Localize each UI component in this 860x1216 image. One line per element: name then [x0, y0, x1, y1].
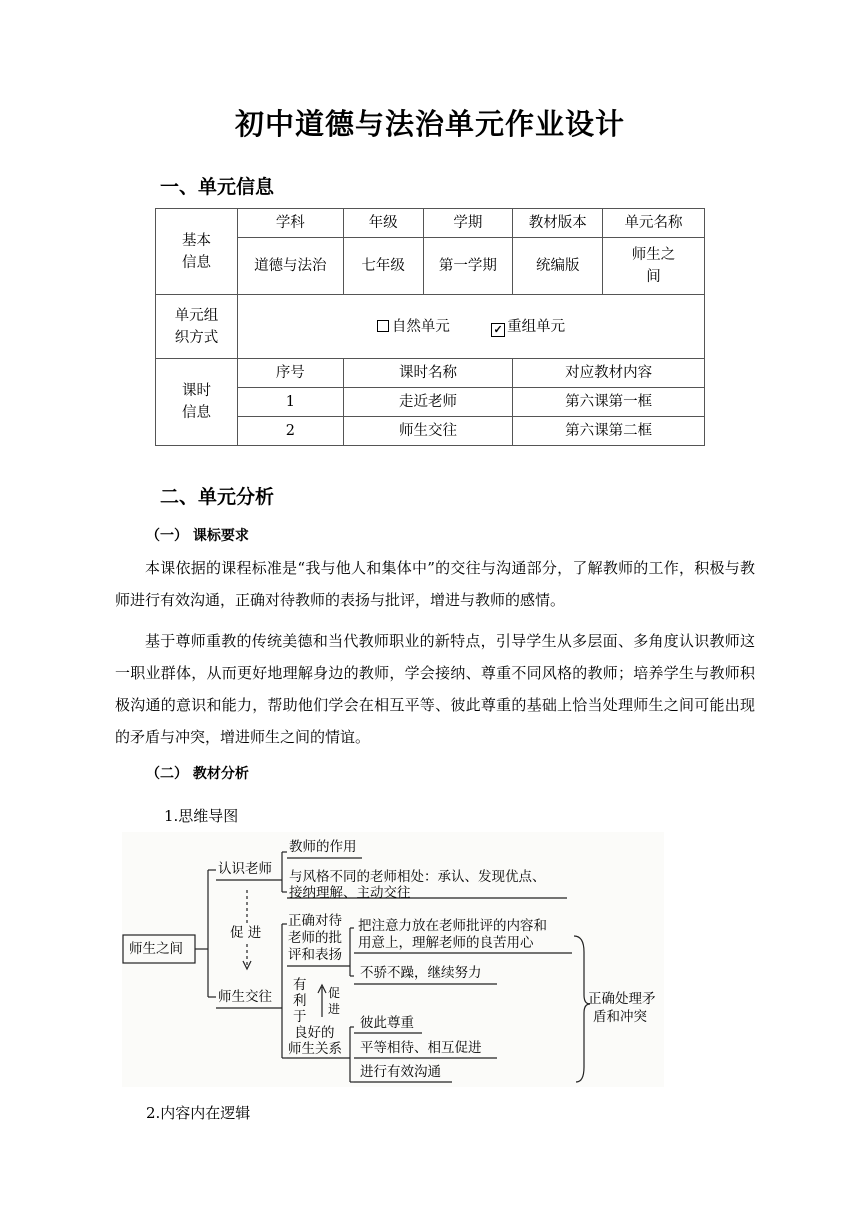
- mm-styles-1: 与风格不同的老师相处：承认、发现优点、: [289, 869, 546, 885]
- org-options: [237, 295, 704, 359]
- mm-beneficial-3: 于: [293, 1009, 307, 1025]
- mm-treat-2: 老师的批: [288, 930, 342, 946]
- mm-styles-2: 接纳理解、主动交往: [289, 885, 411, 901]
- mind-map: [122, 832, 664, 1087]
- lesson-header-no: 序号: [237, 359, 343, 388]
- sub-curriculum: （一） 课标要求: [146, 528, 249, 544]
- mm-good-relation-2: 师生关系: [288, 1041, 342, 1057]
- value-grade: 七年级: [343, 238, 423, 295]
- section-unit-info: 一、单元信息: [160, 176, 275, 198]
- header-subject: 学科: [237, 209, 343, 238]
- mm-promote: 促 进: [230, 925, 262, 941]
- page-title: 初中道德与法治单元作业设计: [234, 107, 625, 141]
- mm-treat-1: 正确对待: [288, 913, 342, 929]
- basic-info-text: 基本信息: [181, 232, 211, 271]
- lesson-header-name: 课时名称: [343, 359, 513, 388]
- org-restructured-label: 重组单元: [507, 318, 566, 335]
- mm-interact: 师生交往: [218, 989, 272, 1005]
- mm-respect: 彼此尊重: [360, 1015, 414, 1031]
- mm-beneficial-2: 利: [293, 993, 307, 1009]
- sub-textbook: （二） 教材分析: [146, 766, 249, 782]
- lesson-1-no: 1: [237, 388, 343, 417]
- curriculum-text: [115, 552, 755, 753]
- mm-resolve-1: 正确处理矛: [588, 991, 656, 1007]
- item-logic: 2.内容内在逻辑: [146, 1104, 251, 1122]
- mm-beneficial-1: 有: [293, 977, 307, 993]
- unit-info-table: [155, 208, 705, 446]
- mm-promote2-2: 进: [328, 1002, 341, 1016]
- mm-promote2-1: 促: [328, 986, 341, 1000]
- lesson-1-name: 走近老师: [343, 388, 513, 417]
- mm-role: 教师的作用: [289, 839, 357, 855]
- org-natural-label: 自然单元: [391, 318, 450, 335]
- mm-good-relation-1: 良好的: [294, 1025, 335, 1041]
- unit-name-text: 师生之间: [631, 247, 676, 285]
- mm-resolve-2: 盾和冲突: [593, 1009, 647, 1025]
- section-unit-analysis: 二、单元分析: [160, 486, 275, 508]
- checkbox-checked-icon: ✓: [491, 323, 505, 337]
- value-edition: 统编版: [513, 238, 603, 295]
- paragraph-2: 基于尊师重教的传统美德和当代教师职业的新特点，引导学生从多层面、多角度认识教师这一职业群体，从而更好地理解身边的教师，学会接纳、尊重不同风格的教师；培养学生与教师积极沟通的意识和能力，帮助他们学会在相互平等、彼此尊重的基础上恰当处理师生之间可能出现的矛盾与冲突，增进师生之间的情谊。: [115, 632, 755, 746]
- lesson-2-content: 第六课第二框: [513, 417, 705, 446]
- lesson-info-label: [156, 359, 238, 446]
- mm-treat-3: 评和表扬: [288, 947, 342, 963]
- lesson-2-name: 师生交往: [343, 417, 513, 446]
- header-edition: 教材版本: [513, 209, 603, 238]
- lesson-2-no: 2: [237, 417, 343, 446]
- mm-equal: 平等相待、相互促进: [360, 1040, 482, 1056]
- mm-communicate: 进行有效沟通: [360, 1064, 441, 1080]
- value-term: 第一学期: [423, 238, 513, 295]
- header-term: 学期: [423, 209, 513, 238]
- mm-know-teacher: 认识老师: [218, 861, 272, 877]
- item-mindmap: 1.思维导图: [164, 807, 239, 825]
- mm-attention-2: 用意上，理解老师的良苦用心: [358, 935, 534, 951]
- lesson-info-text: 课时信息: [181, 383, 211, 421]
- checkbox-unchecked-icon: [377, 320, 389, 332]
- mm-root: 师生之间: [129, 941, 183, 957]
- value-subject: 道德与法治: [237, 238, 343, 295]
- lesson-1-content: 第六课第一框: [513, 388, 705, 417]
- mm-no-rash: 不骄不躁，继续努力: [360, 965, 482, 981]
- mm-attention-1: 把注意力放在老师批评的内容和: [358, 918, 547, 934]
- value-unit-name: [603, 238, 705, 295]
- lesson-header-content: 对应教材内容: [513, 359, 705, 388]
- header-grade: 年级: [343, 209, 423, 238]
- org-label: [156, 295, 238, 359]
- header-unit-name: 单元名称: [603, 209, 705, 238]
- paragraph-1: 本课依据的课程标准是“我与他人和集体中”的交往与沟通部分，了解教师的工作，积极与教师进行有效沟通，正确对待教师的表扬与批评，增进与教师的感情。: [115, 559, 755, 609]
- basic-info-label: [156, 209, 238, 295]
- org-label-text: 单元组织方式: [174, 307, 219, 346]
